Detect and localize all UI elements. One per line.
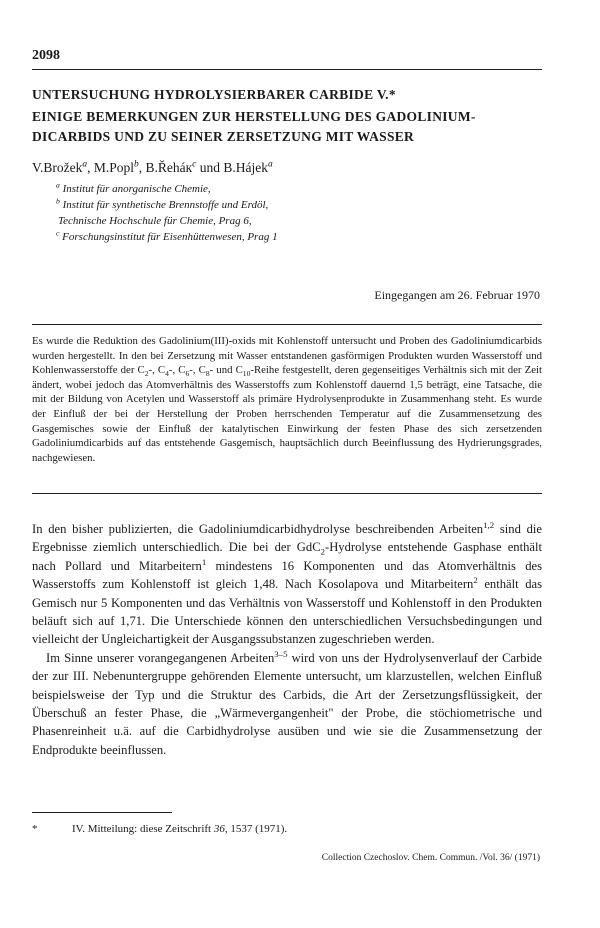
journal-footer: Collection Czechoslov. Chem. Commun. /Vol. 36/ (1971): [321, 853, 540, 863]
author-3: B.Řeháк: [145, 160, 193, 175]
header-rule: [32, 69, 542, 70]
paper-title: EINIGE BEMERKUNGEN ZUR HERSTELLUNG DES GADOLINIUM-DICARBIDS UND ZU SEINER ZERSETZUNG MIT WASSER: [32, 109, 476, 144]
author-1-mark: a: [82, 159, 88, 170]
series-title: UNTERSUCHUNG HYDROLYSIERBARER CARBIDE V.*: [32, 87, 396, 102]
author-2: M.Popl: [93, 160, 134, 175]
affiliation-b: $^b$ Institut für synthetische Brennstoffe und Erdöl,: [56, 196, 269, 211]
paragraph-2: Im Sinne unserer vorangegangenen Arbeiten$^{3-5}$ wird von uns der Hydrolysenverlauf der Carbide der zur III. Nebenuntergruppe gehörenden Elemente untersucht, um klarzustellen, welchen Einfluß beispielsweise der Typ und die Struktur des Carbids, die Art der Zersetzungsflüssigkeit, der Überschuß an fester Phase, die „Wärmevergangenheit" der Probe, die stöchiometrische und Phasenreinheit u.ä. auf die Carbidhydrolyse ausüben und wie sie die Zusammensetzung der Endprodukte beeinflussen.: [32, 648, 542, 757]
author-2-mark: b: [133, 159, 139, 170]
footnote: * IV. Mitteilung: diese Zeitschrift 36, 1537 (1971).: [32, 823, 288, 835]
abstract-top-rule: [32, 324, 542, 325]
page-number: 2098: [32, 48, 60, 63]
footnote-rule: [32, 812, 172, 813]
affiliation-c: $^c$ Forschungsinstitut für Eisenhüttenwesen, Prag 1: [56, 228, 278, 243]
author-and: und: [199, 160, 220, 175]
author-4: B.Hájek: [223, 160, 268, 175]
affiliation-a: $^a$ Institut für anorganische Chemie,: [56, 180, 211, 195]
affiliation-b-cont: Technische Hochschule für Chemie, Prag 6,: [58, 215, 252, 227]
received-date: Eingegangen am 26. Februar 1970: [374, 288, 540, 302]
author-3-mark: c: [192, 159, 197, 170]
paragraph-1: In den bisher publizierten, die Gadoliniumdicarbidhydrolyse beschreibenden Arbeiten$^{1,2}$ sind die Ergebnisse ziemlich unterschiedlich. Die bei der GdC$_2$-Hydrolyse entstehende Gasphase enthält nach Pollard und Mitarbeitern$^1$ mindestens 16 Komponenten und das Atomverhältnis des Wasserstoffs zum Kohlenstoff ist gleich 1,48. Nach Kosolapova und Mitarbeitern$^2$ enthält das Gemisch nur 5 Komponenten und das Verhältnis von Wasserstoff und Kohlenstoff in den Produkten beläuft sich auf 1,71. Die Unterschiede können den unterschiedlichen Versuchsbedingungen und vielleicht der Ungleichartigkeit der Ausgangssubstanzen zugeschrieben werden.: [32, 519, 542, 647]
abstract-bottom-rule: [32, 493, 542, 494]
abstract: Es wurde die Reduktion des Gadolinium(III)-oxids mit Kohlenstoff untersucht und Proben des Gadoliniumdicarbids wurden hergestellt. In den bei Zersetzung mit Wasser entstandenen gasförmigen Produkten wurden Wasserstoff und Kohlenwasserstoffe der $C_2-$, $C_4-$, $C_6-$, $C_8-$ und $C_{10}$-Reihe festgestellt, deren gegenseitiges Verhältnis sich mit der Zeit ändert, wobei jedoch das Atomverhältnis des Wasserstoffs zum Kohlenstoff dauernd 1,5 beträgt, eine Tatsache, die mit der Bildung von Acetylen und Wasserstoff als primäre Hydrolysenprodukte in Zusammenhang steht. Es wurde der Einfluß der bei der Herstellung der Proben herrschenden Temperatur auf die Zusammensetzung des Gasgemisches sowie der Einfluß der katalytischen Einwirkung der festen Phase des sich zersetzenden Gadoliniumdicarbids auf das entstehende Gasgemisch, hauptsächlich durch Beeinflussung des Hydrierungsgrades, nachgewiesen.: [32, 335, 542, 464]
author-4-mark: a: [267, 159, 273, 170]
body-text: [32, 520, 542, 759]
author-1: V.Brožek: [32, 160, 83, 175]
author-list: V.Brožek$^a$, M.Popl$^b$, B.Řeháк$^c$ und B.Hájek$^a$: [32, 159, 273, 175]
